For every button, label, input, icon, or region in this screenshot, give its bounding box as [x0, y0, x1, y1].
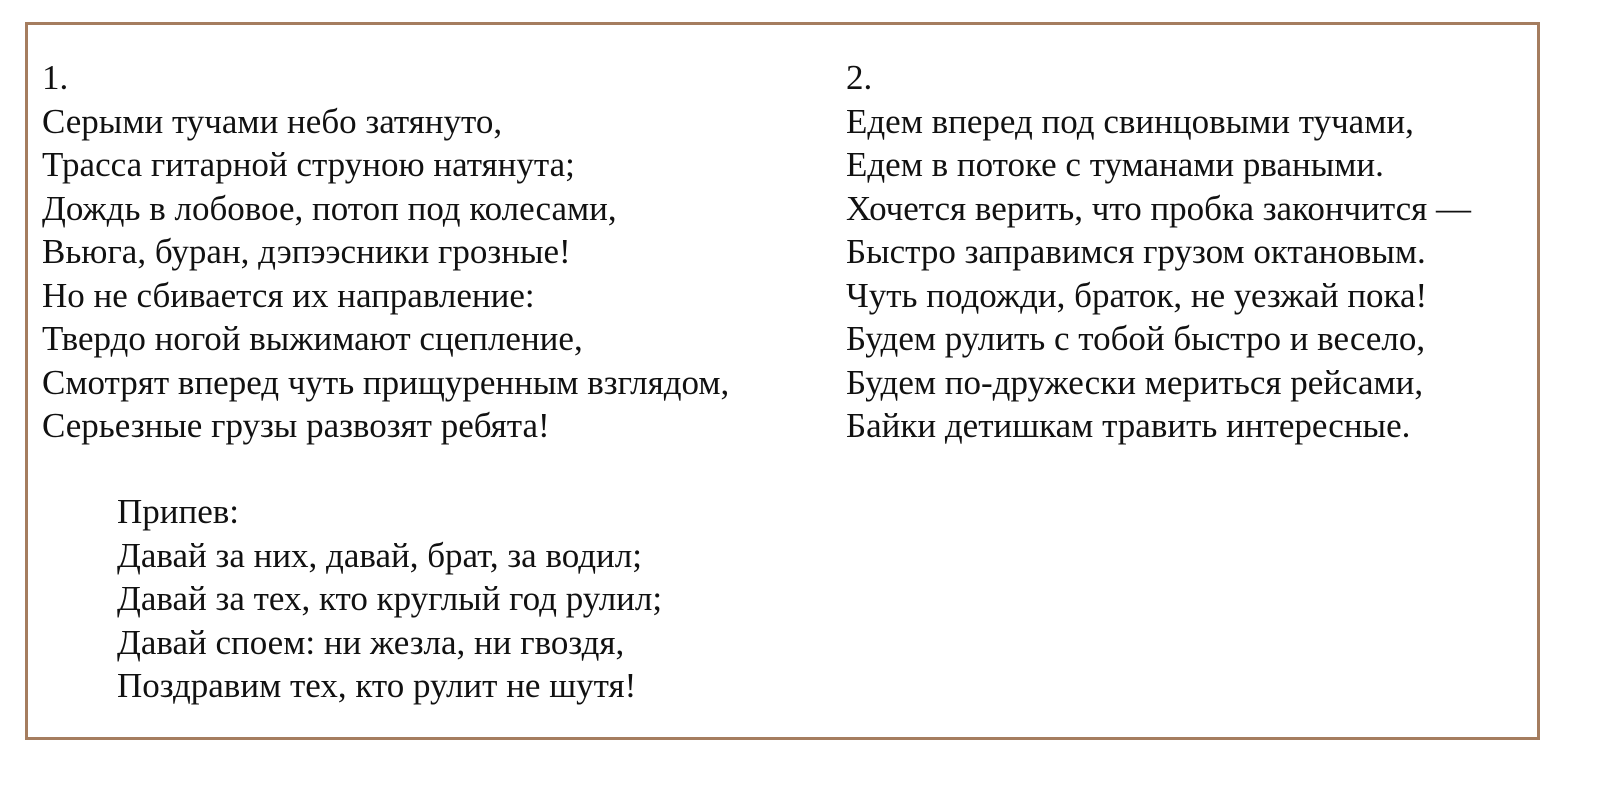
- verse-1-line: Твердо ногой выжимают сцепление,: [42, 319, 583, 358]
- verse-1-line: Дождь в лобовое, потоп под колесами,: [42, 188, 617, 228]
- verse-2-line: Едем вперед под свинцовыми тучами,: [846, 101, 1414, 141]
- verse-2-line: Хочется верить, что пробка закончится —: [846, 188, 1471, 228]
- verse-1-line: Серьезные грузы развозят ребята!: [42, 406, 550, 445]
- verse-2-line: Едем в потоке с туманами рваными.: [846, 145, 1384, 184]
- chorus-line: Давай за них, давай, брат, за водил;: [117, 535, 642, 575]
- verse-2-line: Будем по-дружески мериться рейсами,: [846, 362, 1424, 402]
- chorus-line: Давай споем: ни жезла, ни гвоздя,: [117, 622, 625, 662]
- verse-1-line: Серыми тучами небо затянуто,: [42, 101, 503, 141]
- verse-2-line: Байки детишкам травить интересные.: [846, 406, 1411, 445]
- verse-1-line: Смотрят вперед чуть прищуренным взглядом,: [42, 362, 730, 402]
- verse-1: [42, 56, 729, 448]
- verse-2: [846, 56, 1471, 448]
- chorus-label: Припев:: [117, 492, 240, 531]
- verse-1-line: Вьюга, буран, дэпээсники грозные!: [42, 232, 571, 271]
- chorus-line: Поздравим тех, кто рулит не шутя!: [117, 666, 637, 705]
- chorus: [117, 490, 662, 708]
- verse-1-number: 1.: [42, 58, 69, 97]
- verse-2-line: Чуть подожди, браток, не уезжай пока!: [846, 275, 1428, 315]
- verse-1-line: Но не сбивается их направление:: [42, 275, 535, 315]
- verse-2-number: 2.: [846, 58, 873, 97]
- verse-1-line: Трасса гитарной струною натянута;: [42, 145, 575, 184]
- chorus-line: Давай за тех, кто круглый год рулил;: [117, 579, 663, 618]
- verse-2-line: Быстро заправимся грузом октановым.: [846, 232, 1426, 271]
- verse-2-line: Будем рулить с тобой быстро и весело,: [846, 319, 1426, 358]
